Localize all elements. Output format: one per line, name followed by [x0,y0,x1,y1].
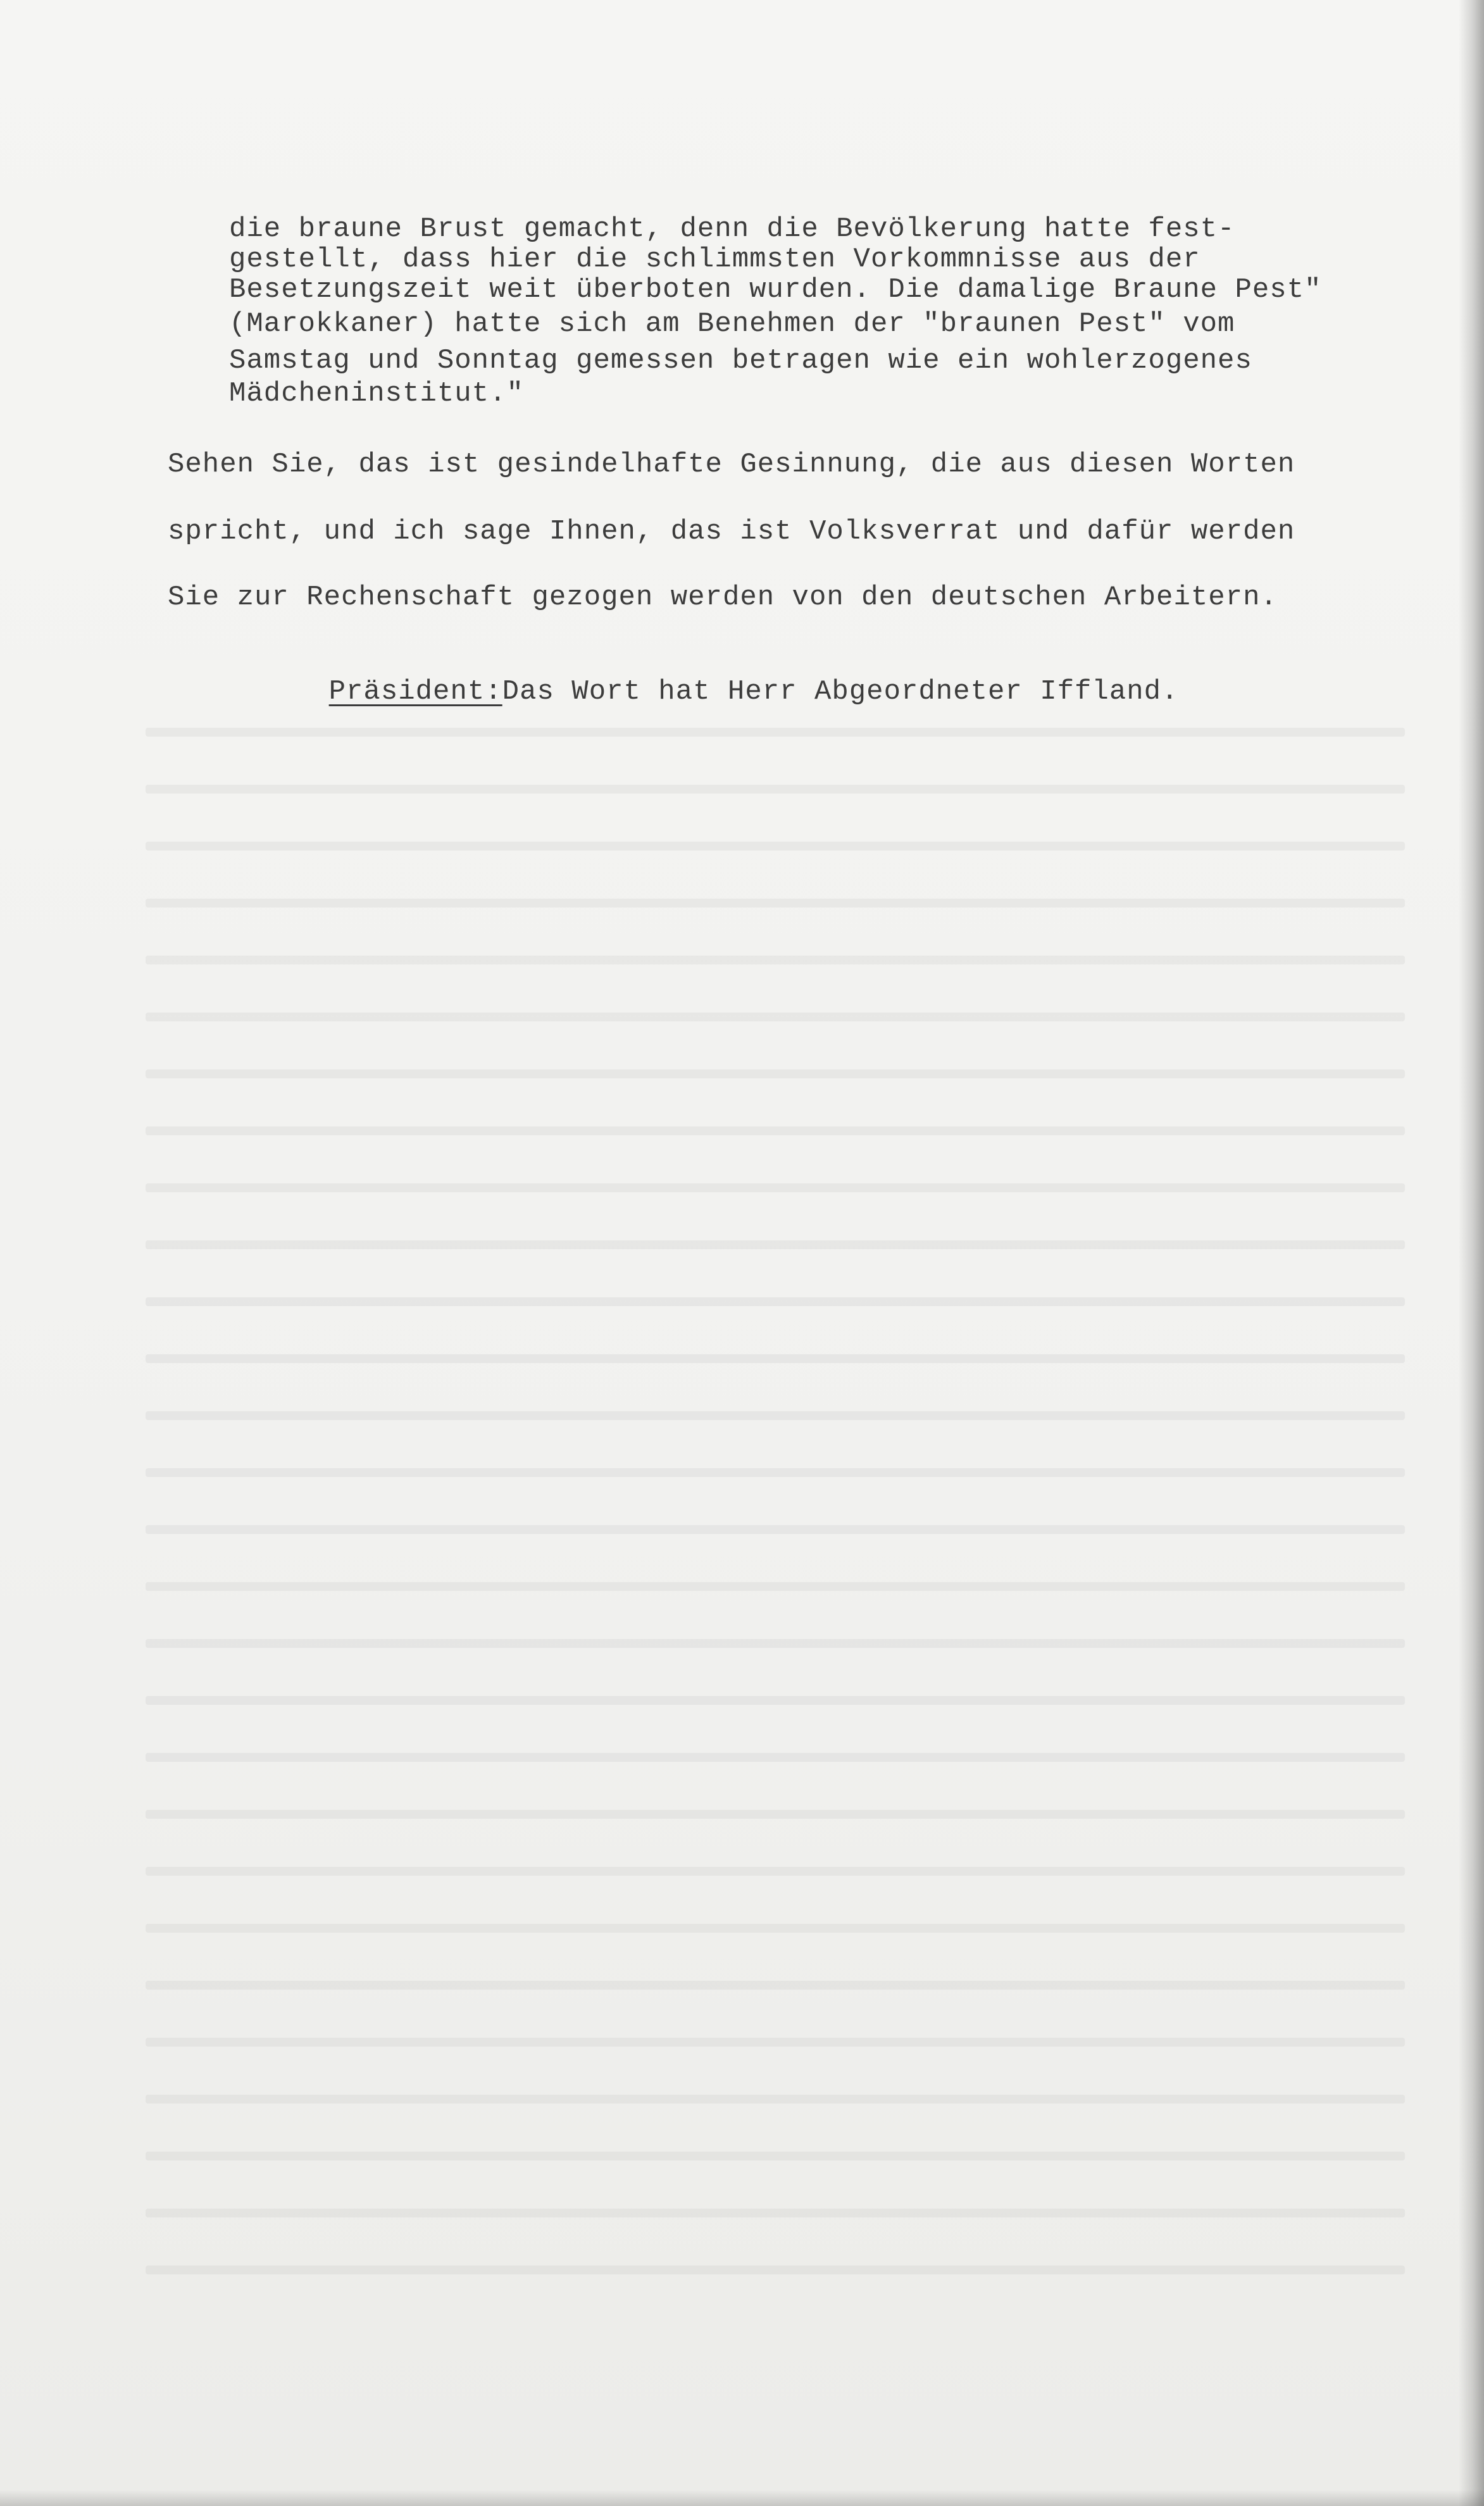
body-line: spricht, und ich sage Ihnen, das ist Volksverrat und dafür werden [168,516,1295,547]
quote-line: Besetzungszeit weit überboten wurden. Die damalige Braune Pest" [229,274,1322,306]
quote-line: gestellt, dass hier die schlimmsten Vorkommnisse aus der [229,244,1200,275]
bleed-through-line [146,1411,1405,1420]
quote-line: Samstag und Sonntag gemessen betragen wie ein wohlerzogenes [229,345,1252,377]
quote-line: (Marokkaner) hatte sich am Benehmen der "braunen Pest" vom [229,308,1235,340]
body-line: Sehen Sie, das ist gesindelhafte Gesinnung, die aus diesen Worten [168,449,1295,480]
bleed-through-line [146,2209,1405,2217]
bleed-through-line [146,842,1405,851]
bleed-through-line [146,2266,1405,2274]
quote-line: die braune Brust gemacht, denn die Bevölkerung hatte fest- [229,213,1235,245]
bleed-through-line [146,1468,1405,1477]
bleed-through-line [146,956,1405,964]
bleed-through-line [146,785,1405,794]
bleed-through-line [146,2095,1405,2104]
bleed-through-line [146,1069,1405,1078]
bleed-through-line [146,1525,1405,1534]
bleed-through-line [146,1753,1405,1762]
body-line: Sie zur Rechenschaft gezogen werden von den deutschen Arbeitern. [168,582,1278,613]
bleed-through-line [146,1013,1405,1021]
page-edge-shadow [0,2490,1484,2506]
bleed-through-line [146,1126,1405,1135]
bleed-through-line [146,2152,1405,2160]
speaker-line [259,644,1178,739]
bleed-through-line [146,1810,1405,1819]
bleed-through-line [146,1867,1405,1876]
speaker-text: Das Wort hat Herr Abgeordneter Iffland. [502,676,1179,708]
bleed-through-line [146,1354,1405,1363]
bleed-through-line [146,1981,1405,1990]
bleed-through-line [146,1240,1405,1249]
quote-line: Mädcheninstitut." [229,378,524,409]
page-edge-shadow [1459,0,1484,2506]
bleed-through-line [146,1639,1405,1648]
bleed-through-line [146,1297,1405,1306]
bleed-through-line [146,899,1405,907]
bleed-through-line [146,1924,1405,1933]
bleed-through-line [146,1582,1405,1591]
bleed-through-line [146,1183,1405,1192]
speaker-label: Präsident: [328,676,502,708]
bleed-through-line [146,1696,1405,1705]
bleed-through-line [146,2038,1405,2047]
